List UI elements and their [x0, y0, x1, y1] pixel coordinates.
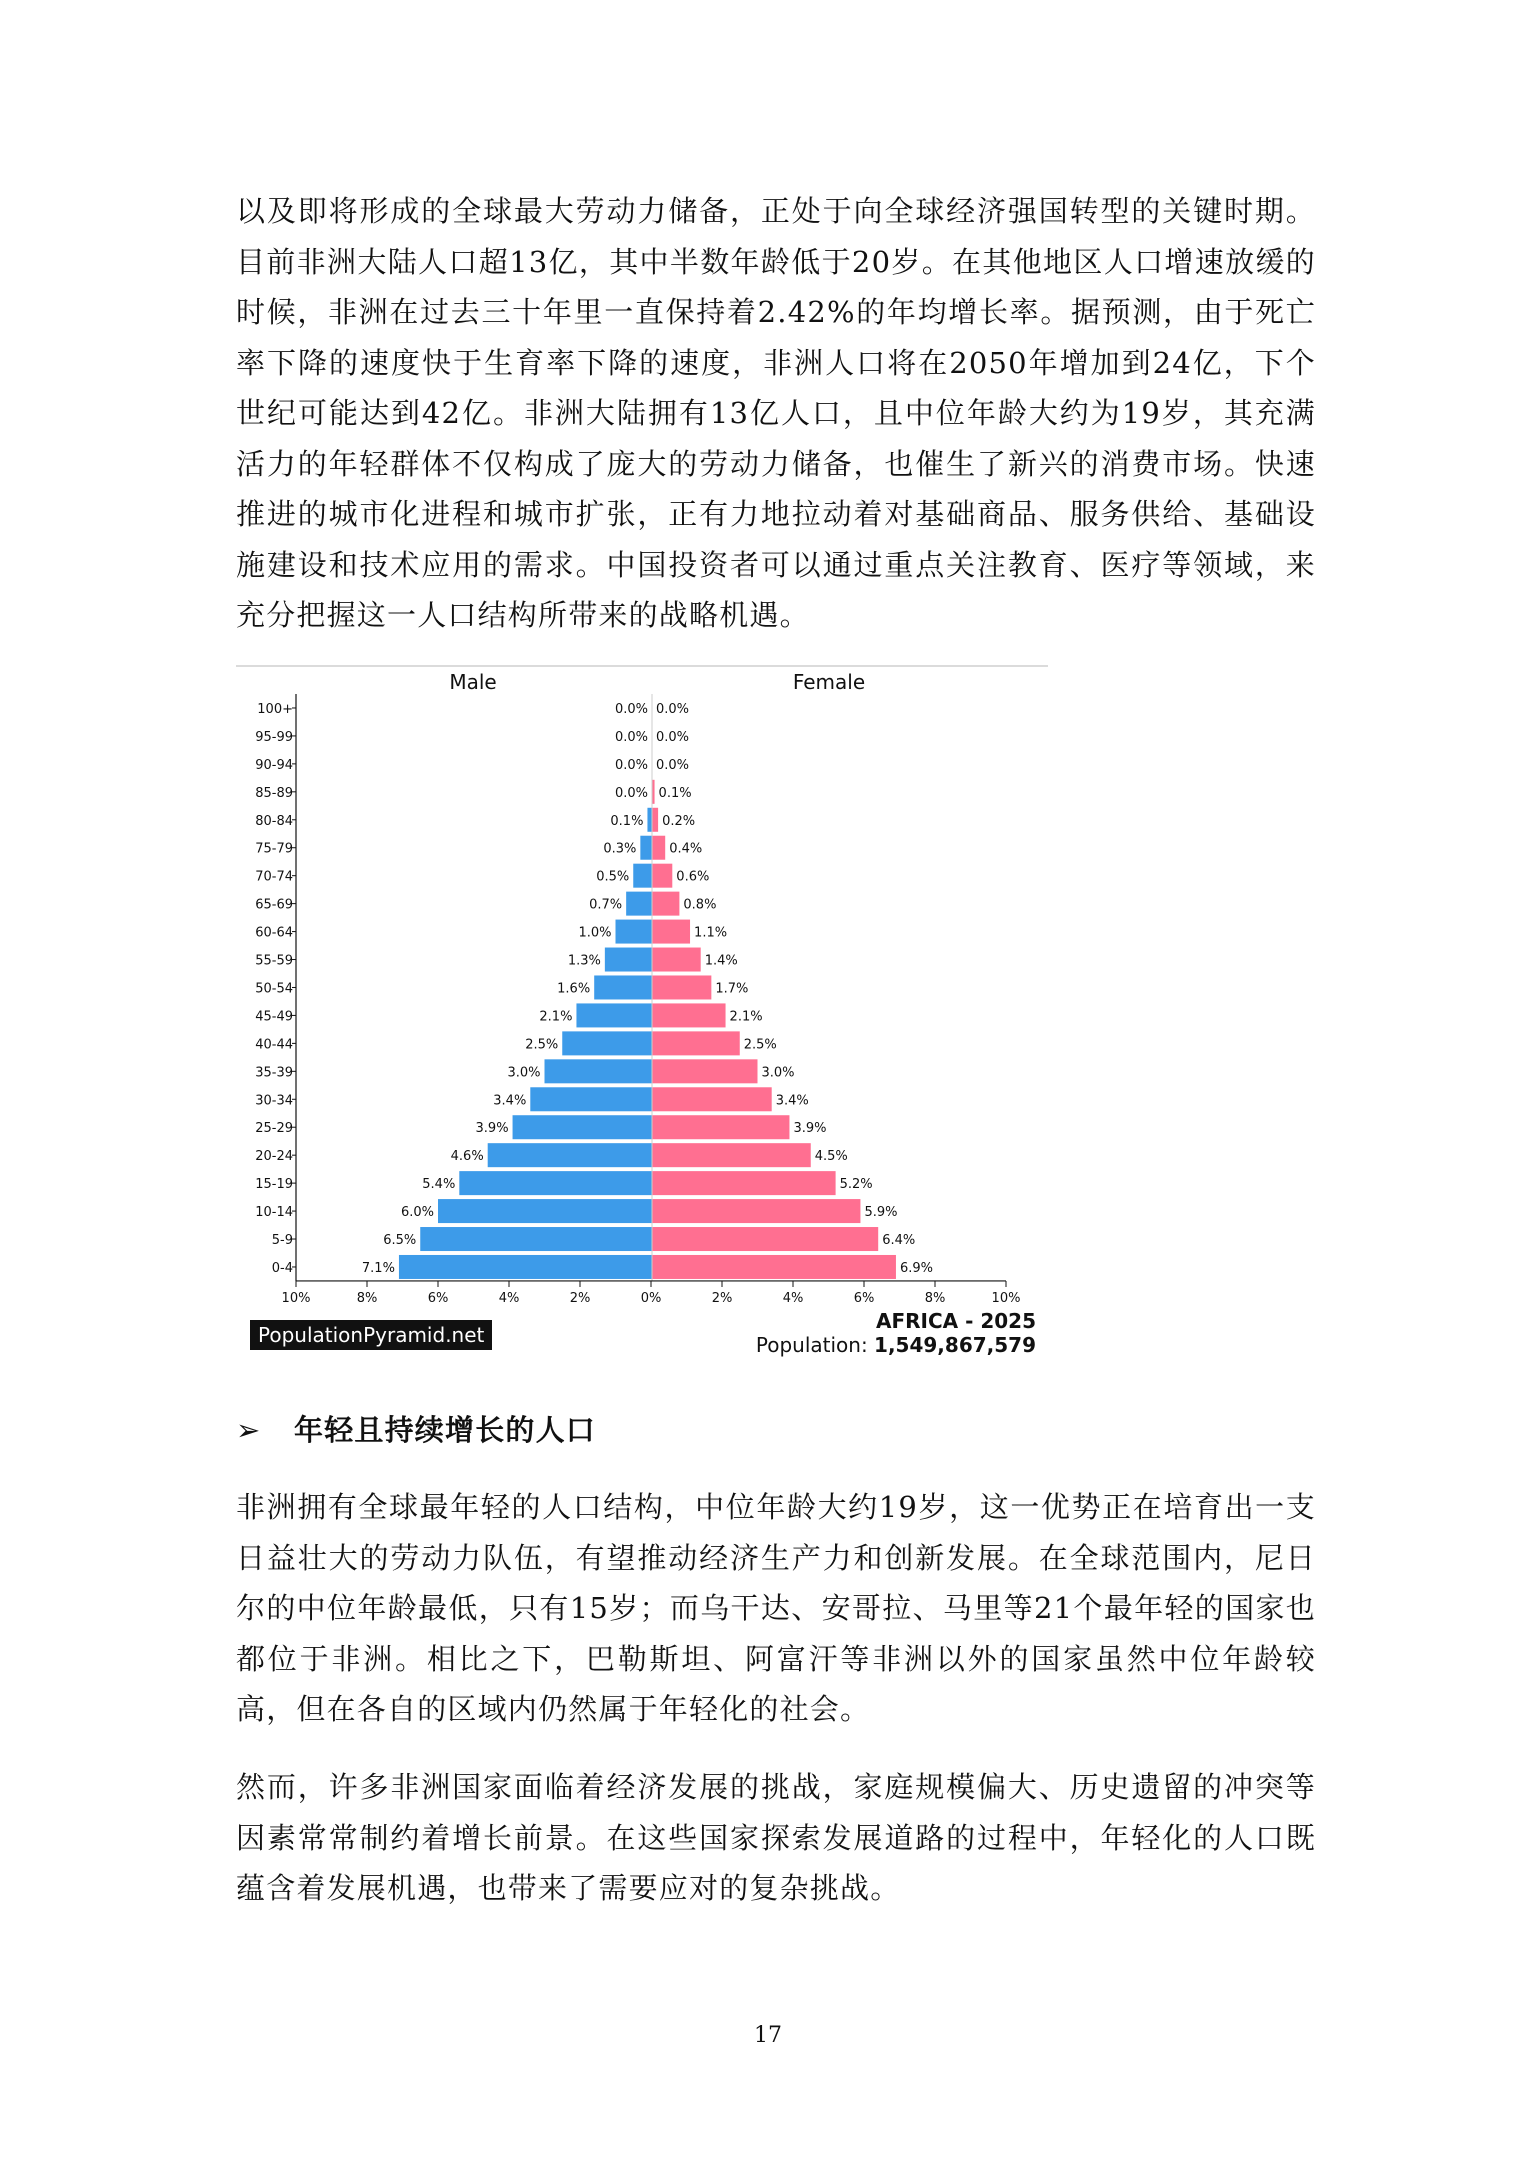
age-group-label: 55-59 [255, 953, 293, 969]
age-group-label: 80-84 [255, 813, 293, 829]
age-group-label: 100+ [257, 701, 293, 717]
male-value-label: 3.9% [475, 1121, 509, 1137]
age-group-label: 85-89 [255, 785, 293, 801]
male-bar [420, 1227, 652, 1251]
population-value: 1,549,867,579 [874, 1333, 1036, 1357]
female-value-label: 0.0% [656, 729, 690, 745]
age-group-label: 25-29 [255, 1121, 293, 1137]
female-value-label: 0.6% [676, 869, 710, 885]
x-tick-label: 4% [782, 1290, 804, 1306]
x-tick-label: 8% [356, 1290, 378, 1306]
chart-title: AFRICA - 2025 [875, 1309, 1036, 1333]
male-bar [633, 864, 652, 888]
male-value-label: 0.0% [614, 757, 648, 773]
male-bar [459, 1171, 652, 1195]
age-group-label: 75-79 [255, 841, 293, 857]
population-label: Population: [755, 1333, 868, 1357]
male-bar [647, 808, 652, 832]
section-heading-text: 年轻且持续增长的人口 [294, 1413, 597, 1447]
source-brand-label: PopulationPyramid.net [250, 1320, 492, 1350]
female-value-label: 3.4% [775, 1093, 809, 1109]
male-bar [626, 892, 652, 916]
female-value-label: 0.0% [656, 757, 690, 773]
female-bar [652, 1255, 896, 1279]
x-tick-label: 6% [427, 1290, 449, 1306]
age-group-label: 0-4 [271, 1260, 293, 1276]
female-value-label: 0.1% [658, 785, 692, 801]
female-value-label: 5.9% [864, 1205, 898, 1221]
female-bar [652, 1143, 811, 1167]
female-bar [652, 1059, 758, 1083]
male-value-label: 2.5% [525, 1037, 559, 1053]
age-group-label: 35-39 [255, 1065, 293, 1081]
body-paragraph-2: 非洲拥有全球最年轻的人口结构，中位年龄大约19岁，这一优势正在培育出一支日益壮大的劳动力队伍，有望推动经济生产力和创新发展。在全球范围内，尼日尔的中位年龄最低，只有15岁；而乌干达、安哥拉、马里等21个最年轻的国家也都位于非洲。相比之下，巴勒斯坦、阿富汗等非洲以外的国家虽然中位年龄较高，但在各自的区域内仍然属于年轻化的社会。 [236, 1490, 1316, 1726]
female-value-label: 1.7% [715, 981, 749, 997]
age-group-label: 10-14 [255, 1205, 293, 1221]
female-bar [652, 920, 690, 944]
male-value-label: 0.5% [596, 869, 630, 885]
age-group-label: 90-94 [255, 757, 293, 773]
female-bar [652, 1171, 836, 1195]
male-bar [530, 1087, 652, 1111]
female-value-label: 0.8% [683, 897, 717, 913]
population-pyramid-figure [236, 664, 1048, 1364]
page-number: 17 [754, 2023, 782, 2048]
female-bar [652, 948, 701, 972]
x-tick-label: 10% [281, 1290, 311, 1306]
x-tick-label: 2% [711, 1290, 733, 1306]
male-bar [488, 1143, 652, 1167]
female-value-label: 6.4% [882, 1233, 916, 1249]
female-value-label: 1.1% [694, 925, 728, 941]
female-bar [652, 1199, 860, 1223]
male-value-label: 0.3% [603, 841, 637, 857]
female-value-label: 3.0% [761, 1065, 795, 1081]
population-caption [756, 1333, 1036, 1357]
male-value-label: 6.5% [383, 1233, 417, 1249]
male-bar [616, 920, 653, 944]
x-tick-label: 10% [991, 1290, 1021, 1306]
female-bar [652, 1031, 740, 1055]
age-group-label: 95-99 [255, 729, 293, 745]
male-bar [640, 836, 652, 860]
female-bar [652, 1227, 878, 1251]
age-group-label: 20-24 [255, 1149, 293, 1165]
age-group-label: 15-19 [255, 1177, 293, 1193]
female-value-label: 0.4% [669, 841, 703, 857]
x-tick-label: 0% [640, 1290, 662, 1306]
female-bar [652, 892, 679, 916]
male-value-label: 2.1% [539, 1009, 573, 1025]
male-bar [576, 1003, 652, 1027]
body-paragraph-3: 然而，许多非洲国家面临着经济发展的挑战，家庭规模偏大、历史遗留的冲突等因素常常制约着增长前景。在这些国家探索发展道路的过程中，年轻化的人口既蕴含着发展机遇，也带来了需要应对的复杂挑战。 [236, 1770, 1316, 1905]
x-tick-label: 2% [569, 1290, 591, 1306]
male-bar [399, 1255, 652, 1279]
x-tick-label: 6% [853, 1290, 875, 1306]
male-value-label: 7.1% [361, 1260, 395, 1276]
female-bar [652, 808, 658, 832]
male-value-label: 5.4% [422, 1177, 456, 1193]
male-value-label: 0.1% [610, 813, 644, 829]
female-bar [652, 864, 672, 888]
male-value-label: 1.0% [578, 925, 612, 941]
male-bar [562, 1031, 652, 1055]
male-value-label: 3.0% [507, 1065, 541, 1081]
male-value-label: 4.6% [450, 1149, 484, 1165]
male-bar [545, 1059, 653, 1083]
female-value-label: 5.2% [839, 1177, 873, 1193]
population-pyramid-chart [236, 664, 1048, 1364]
age-group-label: 30-34 [255, 1093, 293, 1109]
male-value-label: 3.4% [493, 1093, 527, 1109]
male-value-label: 0.7% [589, 897, 623, 913]
body-paragraph-1: 以及即将形成的全球最大劳动力储备，正处于向全球经济强国转型的关键时期。目前非洲大陆人口超13亿，其中半数年龄低于20岁。在其他地区人口增速放缓的时候，非洲在过去三十年里一直保持着2.42%的年均增长率。据预测，由于死亡率下降的速度快于生育率下降的速度，非洲人口将在2050年增加到24亿，下个世纪可能达到42亿。非洲大陆拥有13亿人口，且中位年龄大约为19岁，其充满活力的年轻群体不仅构成了庞大的劳动力储备，也催生了新兴的消费市场。快速推进的城市化进程和城市扩张，正有力地拉动着对基础商品、服务供给、基础设施建设和技术应用的需求。中国投资者可以通过重点关注教育、医疗等领域，来充分把握这一人口结构所带来的战略机遇。 [236, 194, 1316, 632]
female-value-label: 2.1% [729, 1009, 763, 1025]
bullet-arrow-icon: ➢ [236, 1413, 262, 1447]
age-group-label: 50-54 [255, 981, 293, 997]
female-bar [652, 1115, 789, 1139]
age-group-label: 40-44 [255, 1037, 293, 1053]
female-value-label: 4.5% [814, 1149, 848, 1165]
age-group-label: 5-9 [271, 1233, 293, 1249]
male-value-label: 0.0% [614, 729, 648, 745]
female-bar [652, 836, 665, 860]
female-bar [652, 975, 711, 999]
age-group-label: 45-49 [255, 1009, 293, 1025]
age-group-label: 70-74 [255, 869, 293, 885]
male-bar [513, 1115, 652, 1139]
female-value-label: 1.4% [704, 953, 738, 969]
x-tick-label: 4% [498, 1290, 520, 1306]
female-value-label: 3.9% [793, 1121, 827, 1137]
female-bar [652, 1087, 772, 1111]
male-value-label: 0.0% [614, 701, 648, 717]
female-value-label: 0.0% [656, 701, 690, 717]
female-value-label: 2.5% [743, 1037, 777, 1053]
age-group-label: 60-64 [255, 925, 293, 941]
male-value-label: 0.0% [614, 785, 648, 801]
section-heading [236, 1408, 596, 1449]
female-bar [652, 1003, 726, 1027]
male-value-label: 1.3% [567, 953, 601, 969]
female-value-label: 6.9% [899, 1260, 933, 1276]
male-bar [605, 948, 652, 972]
male-value-label: 1.6% [557, 981, 591, 997]
legend-male-label: Male [449, 670, 497, 694]
female-value-label: 0.2% [662, 813, 696, 829]
age-group-label: 65-69 [255, 897, 293, 913]
male-value-label: 6.0% [400, 1205, 434, 1221]
male-bar [594, 975, 652, 999]
male-bar [438, 1199, 652, 1223]
legend-female-label: Female [792, 670, 866, 694]
x-tick-label: 8% [924, 1290, 946, 1306]
